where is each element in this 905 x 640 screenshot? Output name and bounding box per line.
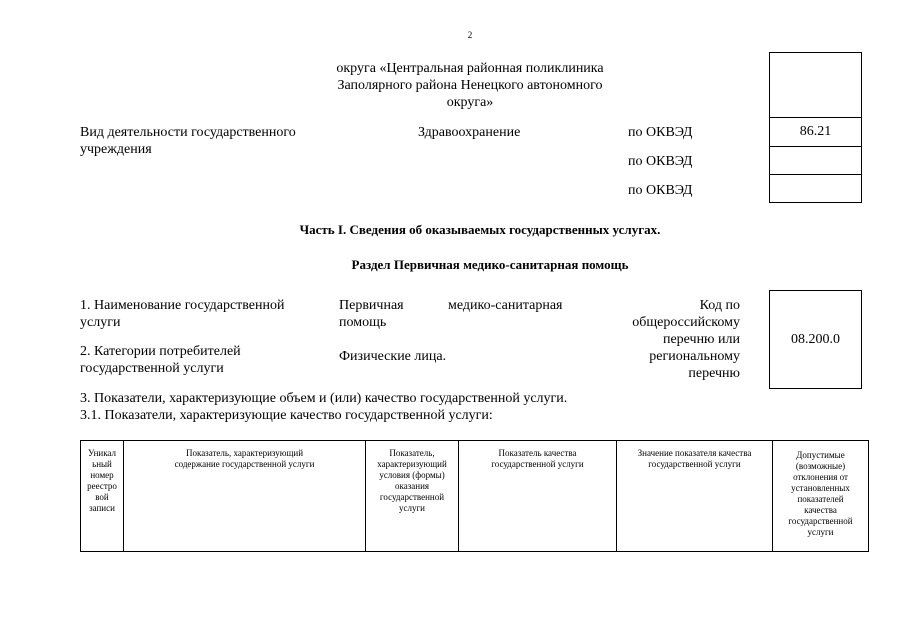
header-text: Показатель качества: [498, 448, 577, 458]
header-text: качества: [804, 505, 837, 515]
header-text: государственной: [379, 492, 445, 502]
header-text: записи: [89, 503, 115, 513]
header-text: Допустимые: [796, 450, 845, 460]
okved-code-1: 86.21: [799, 124, 832, 139]
institution-name: [310, 60, 630, 111]
table-header-conditions-indicator: [366, 448, 458, 514]
institution-line-3: округа»: [446, 95, 494, 110]
table-header-content-indicator: [124, 448, 365, 470]
institution-line-1: округа «Центральная районная поликлиника: [336, 61, 604, 76]
header-text: содержание государственной услуги: [174, 459, 315, 469]
header-text: номер: [90, 470, 114, 480]
okved-label-2: по ОКВЭД: [628, 154, 693, 169]
activity-label-line-1: Вид деятельности государственного: [80, 125, 296, 140]
service-code-label-line-2: общероссийскому: [632, 315, 740, 330]
service-name-label-line-1: 1. Наименование государственной: [80, 298, 285, 313]
header-text: Значение показателя качества: [637, 448, 752, 458]
header-text: услуги: [807, 527, 834, 537]
header-text: реестро: [87, 481, 117, 491]
category-label: [80, 343, 330, 377]
table-header-allowed-deviation: [773, 450, 868, 538]
category-label-line-2: государственной услуги: [80, 361, 224, 376]
header-text: Показатель,: [389, 448, 435, 458]
institution-code-box: [769, 52, 862, 118]
header-text: отклонения от: [793, 472, 848, 482]
service-code-label: [600, 297, 740, 382]
category-value: Физические лица.: [339, 349, 447, 364]
header-text: характеризующий: [377, 459, 447, 469]
quality-heading: 3.1. Показатели, характеризующие качество государственной услуги:: [80, 408, 493, 423]
header-text: Уникал: [87, 448, 116, 458]
okved-code-box-1: [769, 117, 862, 147]
service-name-label: [80, 297, 330, 331]
header-text: показателей: [797, 494, 844, 504]
header-text: государственной: [788, 516, 853, 526]
header-text: услуги: [399, 503, 425, 513]
service-code-label-line-3: перечню или: [662, 332, 740, 347]
okved-label-3: по ОКВЭД: [628, 183, 693, 198]
table-header-quality-value: [617, 448, 772, 470]
service-name-word-1: Первичная: [339, 298, 404, 313]
header-text: Показатель, характеризующий: [185, 448, 304, 458]
category-label-line-1: 2. Категории потребителей: [80, 344, 241, 359]
table-header-registry-number: [81, 448, 123, 514]
service-code-label-line-5: перечню: [688, 366, 740, 381]
institution-line-2: Заполярного района Ненецкого автономного: [337, 78, 603, 93]
table-header-quality-indicator: [459, 448, 616, 470]
activity-value: Здравоохранение: [418, 125, 521, 140]
okved-code-box-2: [769, 146, 862, 175]
service-name-word-2: медико-санитарная: [448, 298, 563, 313]
okved-label-1: по ОКВЭД: [628, 125, 693, 140]
header-text: вой: [95, 492, 109, 502]
service-name-label-line-2: услуги: [80, 315, 121, 330]
page-number: 2: [467, 30, 473, 40]
service-code-value: 08.200.0: [791, 331, 840, 347]
part-title: Часть I. Сведения об оказываемых государственных услугах.: [299, 222, 661, 237]
header-text: государственной услуги: [491, 459, 584, 469]
header-text: государственной услуги: [648, 459, 741, 469]
activity-label-line-2: учреждения: [80, 142, 152, 157]
service-code-box: [769, 290, 862, 389]
service-code-label-line-4: региональному: [649, 349, 740, 364]
okved-code-box-3: [769, 174, 862, 203]
header-text: установленных: [791, 483, 850, 493]
header-text: (возможные): [795, 461, 846, 471]
header-text: оказания: [394, 481, 430, 491]
header-text: условия (формы): [379, 470, 445, 480]
header-text: ьный: [92, 459, 112, 469]
indicators-heading: 3. Показатели, характеризующие объем и (или) качество государственной услуги.: [80, 391, 568, 406]
activity-label: [80, 124, 380, 158]
service-name-line-2: помощь: [339, 315, 387, 330]
service-code-label-line-1: Код по: [699, 298, 740, 313]
section-title: Раздел Первичная медико-санитарная помощь: [351, 257, 629, 272]
